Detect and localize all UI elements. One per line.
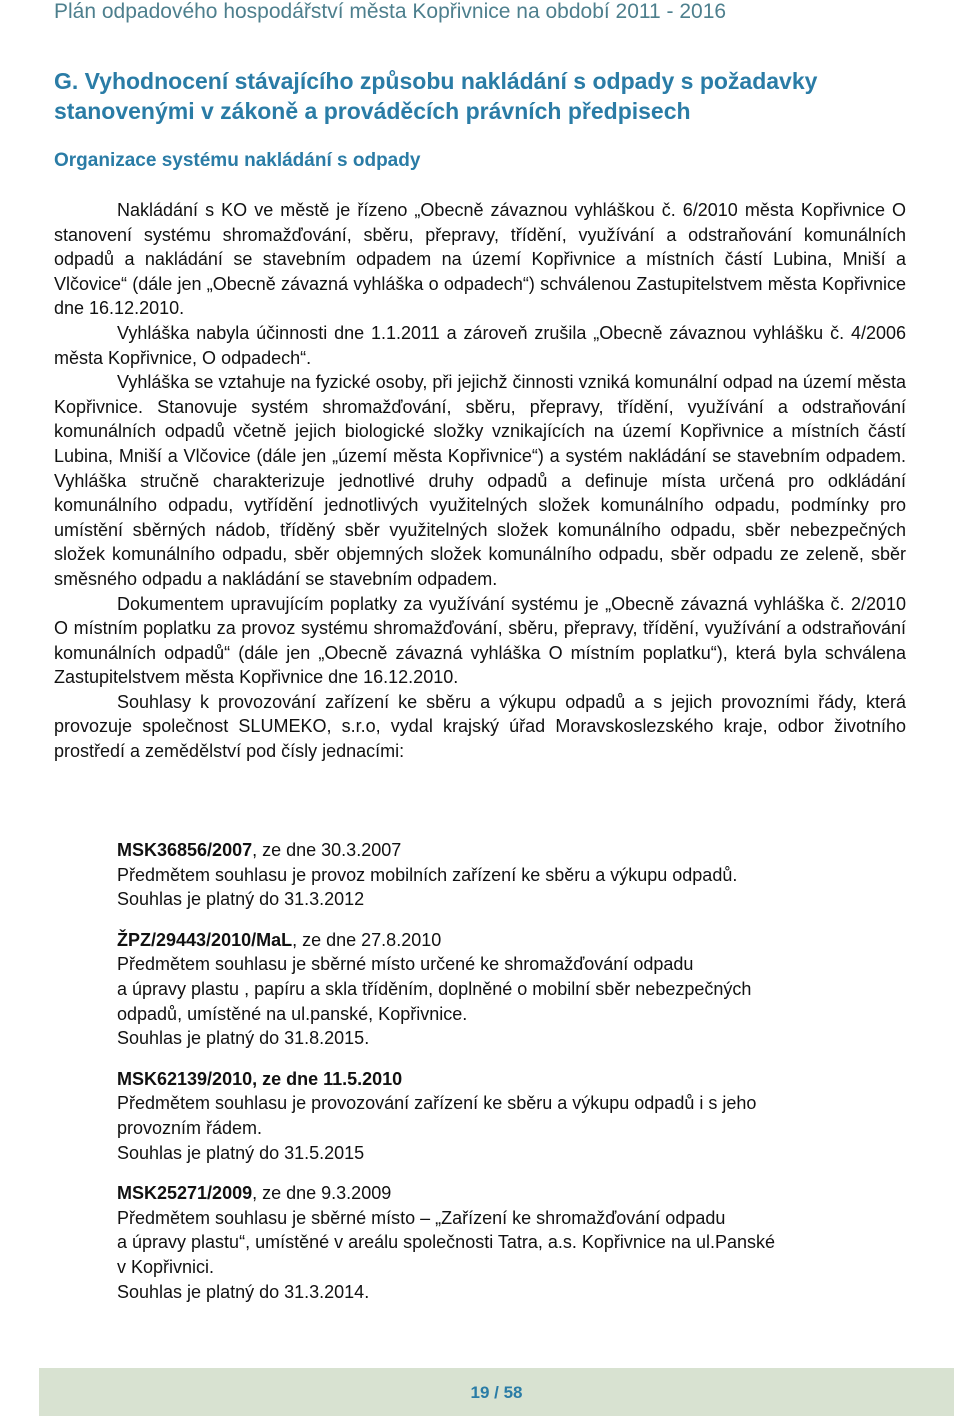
page-number: 19 / 58	[470, 1383, 523, 1402]
approval-heading	[117, 928, 917, 953]
approvals-list	[117, 838, 917, 1304]
approval-line: Předmětem souhlasu je sběrné místo určené ke shromažďování odpadu	[117, 954, 694, 975]
approval-number: MSK25271/2009	[117, 1183, 253, 1204]
approval-line: provozním řádem.	[117, 1117, 263, 1138]
approval-line: Souhlas je platný do 31.3.2012	[117, 889, 365, 910]
approval-line: a úpravy plastu , papíru a skla tříděním, doplněné o mobilní sběr nebezpečných	[117, 978, 752, 999]
approval-item	[117, 1067, 917, 1165]
approval-heading	[117, 838, 917, 863]
approval-line: a úpravy plastu“, umístěné v areálu společnosti Tatra, a.s. Kopřivnice na ul.Panské	[117, 1232, 776, 1253]
approval-line: Předmětem souhlasu je sběrné místo – „Zařízení ke shromažďování odpadu	[117, 1207, 726, 1228]
approval-date: , ze dne 30.3.2007	[252, 840, 402, 860]
approval-line: Předmětem souhlasu je provoz mobilních zařízení ke sběru a výkupu odpadů.	[117, 864, 738, 885]
approval-line: Souhlas je platný do 31.3.2014.	[117, 1281, 370, 1302]
subsection-title: Organizace systému nakládání s odpady	[54, 150, 421, 171]
approval-line: Předmětem souhlasu je provozování zařízení ke sběru a výkupu odpadů i s jeho	[117, 1093, 757, 1114]
approval-date: , ze dne 27.8.2010	[292, 929, 442, 950]
paragraph: Dokumentem upravujícím poplatky za využívání systému je „Obecně závazná vyhláška č. 2/2010 O místním poplatku za provoz systému shromažďování, sběru, přepravy, třídění, využívání a odstraňování komunálních odpadů“ (dále jen „Obecně závazná vyhláška O místním poplatku“), která byla schválena Zastupitelstvem města Kopřivnice dne 16.12.2010.	[54, 593, 906, 688]
section-title: G. Vyhodnocení stávajícího způsobu nakládání s odpady s požadavky stanovenými v zákoně a prováděcích právních předpisech	[54, 68, 818, 124]
running-header: Plán odpadového hospodářství města Kopřivnice na období 2011 - 2016	[54, 0, 727, 23]
approval-item	[117, 838, 917, 912]
approval-line: Souhlas je platný do 31.8.2015.	[117, 1028, 370, 1049]
paragraph: Nakládání s KO ve městě je řízeno „Obecně závaznou vyhláškou č. 6/2010 města Kopřivnice O stanovení systému shromažďování, sběru, přepravy, třídění, využívání a odstraňování komunálních odpadů a nakládání se stavebním odpadem na území Kopřivnice a místních částí Lubina, Mniší a Vlčovice“ (dále jen „Obecně závazná vyhláška o odpadech“) schválenou Zastupitelstvem města Kopřivnice dne 16.12.2010.	[54, 200, 906, 319]
approval-number: MSK62139/2010, ze dne 11.5.2010	[117, 1068, 403, 1089]
approval-date: , ze dne 9.3.2009	[252, 1183, 392, 1204]
approval-line: Souhlas je platný do 31.5.2015	[117, 1142, 365, 1163]
body-text	[54, 198, 906, 764]
paragraph: Vyhláška nabyla účinnosti dne 1.1.2011 a zároveň zrušila „Obecně závaznou vyhlášku č. 4/2006 města Kopřivnice, O odpadech“.	[54, 322, 906, 368]
paragraph: Souhlasy k provozování zařízení ke sběru a výkupu odpadů a s jejich provozními řády, která provozuje společnost SLUMEKO, s.r.o, vydal krajský úřad Moravskoslezského kraje, odbor životního prostředí a zemědělství pod čísly jednacími:	[54, 691, 906, 762]
approval-line: odpadů, umístěné na ul.panské, Kopřivnice.	[117, 1003, 468, 1024]
approval-number: MSK36856/2007	[117, 840, 253, 860]
approval-item	[117, 1181, 917, 1304]
footer-bar	[39, 1368, 954, 1416]
approval-number: ŽPZ/29443/2010/MaL	[117, 929, 293, 950]
approval-item	[117, 928, 917, 1051]
paragraph: Vyhláška se vztahuje na fyzické osoby, při jejichž činnosti vzniká komunální odpad na území města Kopřivnice. Stanovuje systém shromažďování, sběru, přepravy, třídění, využívání a odstraňování komunálních odpadů včetně jejich biologické složky vznikajících na území Kopřivnice a místních částí Lubina, Mniší a Vlčovice (dále jen „území města Kopřivnice“) a systém nakládání se stavebním odpadem. Vyhláška stručně charakterizuje jednotlivé druhy odpadů a definuje místa určená pro odkládání komunálního odpadu, vytřídění jednotlivých využitelných složek komunálního odpadu, podmínky pro umístění sběrných nádob, tříděný sběr využitelných složek komunálního odpadu, sběr nebezpečných složek komunálního odpadu, sběr objemných složek komunálního odpadu, sběr odpadu ze zeleně, sběr směsného odpadu a nakládání se stavebním odpadem.	[54, 372, 906, 589]
approval-heading	[117, 1181, 917, 1206]
approval-line: v Kopřivnici.	[117, 1256, 215, 1277]
approval-heading	[117, 1067, 917, 1092]
